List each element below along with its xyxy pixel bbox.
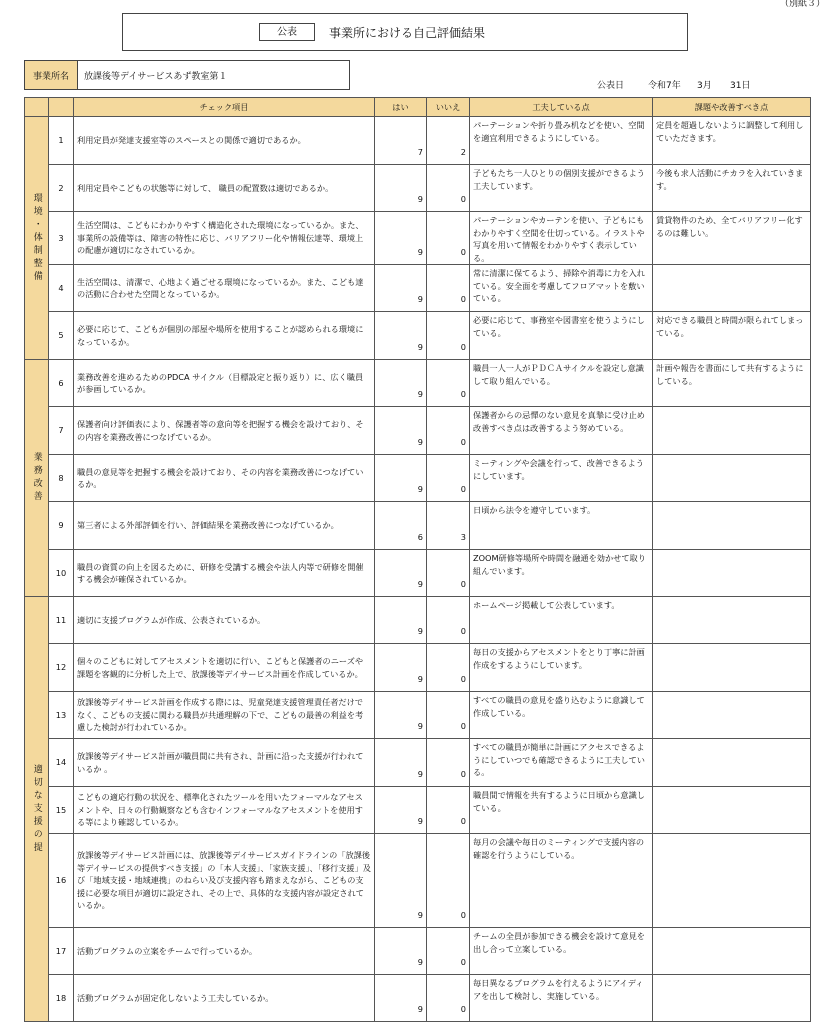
issue-header: 課題や改善すべき点	[653, 98, 811, 117]
table-row	[25, 265, 811, 312]
issue-text: 定員を超過しないように調整して利用していただきます。	[653, 117, 811, 165]
row-number: 7	[49, 407, 74, 455]
effort-text: 毎月の会議や毎日のミーティングで支援内容の確認を行うようにしている。	[470, 834, 653, 928]
table-row	[25, 975, 811, 1022]
effort-text: すべての職員の意見を盛り込むように意識して作成している。	[470, 692, 653, 739]
yes-count: 9	[375, 975, 427, 1022]
effort-text: 毎日異なるプログラムを行えるようにアイディアを出して検討し、実施している。	[470, 975, 653, 1022]
table-row	[25, 212, 811, 265]
check-item-text: 放課後等デイサービス計画が職員間に共有され、計画に沿った支援が行われているか 。	[74, 739, 375, 787]
effort-header: 工夫している点	[470, 98, 653, 117]
check-item-text: 生活空間は、清潔で、心地よく過ごせる環境になっているか。また、こども達の活動に合わせた空間となっているか。	[74, 265, 375, 312]
yes-count: 9	[375, 165, 427, 212]
row-number: 3	[49, 212, 74, 265]
category-cell	[25, 597, 49, 1022]
no-count: 0	[427, 550, 470, 597]
issue-text	[653, 928, 811, 975]
table-row	[25, 597, 811, 644]
row-number: 2	[49, 165, 74, 212]
check-item-header: チェック項目	[74, 98, 375, 117]
no-count: 0	[427, 597, 470, 644]
category-header	[25, 98, 49, 117]
yes-count: 9	[375, 692, 427, 739]
publication-year: 令和7年	[648, 81, 681, 91]
table-row	[25, 692, 811, 739]
category-label: 適切な支援の提	[31, 763, 42, 855]
no-count: 0	[427, 265, 470, 312]
row-number: 16	[49, 834, 74, 928]
row-number: 17	[49, 928, 74, 975]
yes-count: 9	[375, 265, 427, 312]
row-number: 9	[49, 502, 74, 550]
effort-text: 子どもたち一人ひとりの個別支援ができるよう工夫しています。	[470, 165, 653, 212]
no-count: 0	[427, 928, 470, 975]
check-item-text: 保護者向け評価表により、保護者等の意向等を把握する機会を設けており、その内容を業務改善につなげているか。	[74, 407, 375, 455]
yes-count: 9	[375, 928, 427, 975]
issue-text: 計画や報告を書面にして共有するようにしている。	[653, 360, 811, 407]
effort-text: 必要に応じて、事務室や図書室を使うようにしている。	[470, 312, 653, 360]
issue-text	[653, 407, 811, 455]
no-count: 0	[427, 212, 470, 265]
office-box	[24, 60, 350, 90]
table-row	[25, 550, 811, 597]
no-count: 0	[427, 312, 470, 360]
effort-text: 職員一人一人がＰＤＣＡサイクルを設定し意識して取り組んでいる。	[470, 360, 653, 407]
publication-day: 31日	[730, 81, 751, 91]
category-label: 環境・体制整備	[31, 192, 42, 284]
row-number: 5	[49, 312, 74, 360]
row-number: 11	[49, 597, 74, 644]
row-number: 1	[49, 117, 74, 165]
check-item-text: 個々のこどもに対してアセスメントを適切に行い、こどもと保護者のニーズや課題を客観的に分析した上で、放課後等デイサービス計画を作成しているか。	[74, 644, 375, 692]
yes-count: 9	[375, 407, 427, 455]
issue-text	[653, 455, 811, 502]
yes-count: 9	[375, 644, 427, 692]
category-label: 業務改善	[31, 452, 42, 504]
issue-text: 賃貸物件のため、全てバリアフリー化するのは難しい。	[653, 212, 811, 265]
title-box	[122, 13, 688, 51]
issue-text	[653, 502, 811, 550]
no-count: 0	[427, 787, 470, 834]
yes-count: 9	[375, 550, 427, 597]
row-number: 10	[49, 550, 74, 597]
yes-count: 7	[375, 117, 427, 165]
effort-text: チームの全員が参加できる機会を設けて意見を出し合って立案している。	[470, 928, 653, 975]
yes-header: はい	[375, 98, 427, 117]
effort-text: パーテーションや折り畳み机などを使い、空間を適宜利用できるようにしている。	[470, 117, 653, 165]
yes-count: 9	[375, 739, 427, 787]
no-count: 0	[427, 975, 470, 1022]
row-number: 8	[49, 455, 74, 502]
effort-text: パーテーションやカーテンを使い、子どもにもわかりやすく空間を仕切っている。イラストや写真を用いて情報をわかりやすく表示している。	[470, 212, 653, 265]
no-count: 0	[427, 165, 470, 212]
table-row	[25, 165, 811, 212]
yes-count: 9	[375, 455, 427, 502]
table-row	[25, 312, 811, 360]
issue-text	[653, 692, 811, 739]
table-row	[25, 739, 811, 787]
table-row	[25, 360, 811, 407]
attachment-note: （別紙３）	[779, 0, 825, 9]
issue-text	[653, 550, 811, 597]
check-item-text: 生活空間は、こどもにわかりやすく構造化された環境になっているか。また、事業所の設備等は、障害の特性に応じ、バリアフリー化や情報伝達等、環境上の配慮が適切になされているか。	[74, 212, 375, 265]
check-item-text: 活動プログラムの立案をチームで行っているか。	[74, 928, 375, 975]
no-count: 0	[427, 407, 470, 455]
category-cell	[25, 117, 49, 360]
yes-count: 6	[375, 502, 427, 550]
page-title: 事業所における自己評価結果	[329, 26, 486, 40]
no-count: 0	[427, 692, 470, 739]
row-number: 18	[49, 975, 74, 1022]
publication-label: 公表日	[597, 81, 625, 91]
check-item-text: 放課後等デイサービス計画を作成する際には、児童発達支援管理責任者だけでなく、こどもの支援に関わる職員が共通理解の下で、こどもの最善の利益を考慮した検討が行われているか。	[74, 692, 375, 739]
office-name: 放課後等デイサービスあず教室第１	[84, 71, 228, 82]
yes-count: 9	[375, 834, 427, 928]
check-item-text: 活動プログラムが固定化しないよう工夫しているか。	[74, 975, 375, 1022]
check-item-text: 業務改善を進めるためのPDCA サイクル（目標設定と振り返り）に、広く職員が参画しているか。	[74, 360, 375, 407]
check-item-text: 職員の資質の向上を図るために、研修を受講する機会や法人内等で研修を開催する機会が確保されているか。	[74, 550, 375, 597]
effort-text: 保護者からの忌憚のない意見を真摯に受け止め改善すべき点は改善するよう努めている。	[470, 407, 653, 455]
office-label: 事業所名	[25, 61, 78, 89]
no-count: 3	[427, 502, 470, 550]
check-item-text: 必要に応じて、こどもが個別の部屋や場所を使用することが認められる環境になっているか。	[74, 312, 375, 360]
effort-text: ZOOM研修等場所や時間を融通を効かせて取り組んでいます。	[470, 550, 653, 597]
row-number: 6	[49, 360, 74, 407]
check-item-text: 適切に支援プログラムが作成、公表されているか。	[74, 597, 375, 644]
row-number: 14	[49, 739, 74, 787]
table-header-row	[25, 98, 811, 117]
number-header	[49, 98, 74, 117]
yes-count: 9	[375, 212, 427, 265]
issue-text	[653, 834, 811, 928]
row-number: 12	[49, 644, 74, 692]
check-item-text: 第三者による外部評価を行い、評価結果を業務改善につなげているか。	[74, 502, 375, 550]
row-number: 13	[49, 692, 74, 739]
yes-count: 9	[375, 787, 427, 834]
no-count: 0	[427, 455, 470, 502]
no-count: 0	[427, 644, 470, 692]
issue-text	[653, 597, 811, 644]
effort-text: 毎日の支援からアセスメントをとり丁寧に計画作成をするようにしています。	[470, 644, 653, 692]
check-item-text: 放課後等デイサービス計画には、放課後等デイサービスガイドラインの「放課後等デイサービスの提供すべき支援」の「本人支援」、「家族支援」、「移行支援」及び「地域支援・地域連携」のねらい及び支援内容も踏まえながら、こどもの支援に必要な項目が適切に設定され、その上で、具体的な支援内容が設定されているか。	[74, 834, 375, 928]
issue-text: 対応できる職員と時間が限られてしまっている。	[653, 312, 811, 360]
no-count: 0	[427, 739, 470, 787]
table-row	[25, 407, 811, 455]
issue-text	[653, 739, 811, 787]
publication-month: 3月	[697, 81, 712, 91]
no-count: 0	[427, 834, 470, 928]
table-row	[25, 455, 811, 502]
check-item-text: こどもの適応行動の状況を、標準化されたツールを用いたフォーマルなアセスメントや、日々の行動観察なども含むインフォーマルなアセスメントを使用する等により確認しているか。	[74, 787, 375, 834]
effort-text: ホームページ掲載して公表しています。	[470, 597, 653, 644]
no-count: 2	[427, 117, 470, 165]
yes-count: 9	[375, 360, 427, 407]
no-count: 0	[427, 360, 470, 407]
category-cell	[25, 360, 49, 597]
issue-text	[653, 644, 811, 692]
no-header: いいえ	[427, 98, 470, 117]
effort-text: 職員間で情報を共有するように日頃から意識している。	[470, 787, 653, 834]
issue-text	[653, 787, 811, 834]
effort-text: 日頃から法令を遵守しています。	[470, 502, 653, 550]
check-item-text: 利用定員が発達支援室等のスペースとの関係で適切であるか。	[74, 117, 375, 165]
issue-text: 今後も求人活動にチカラを入れていきます。	[653, 165, 811, 212]
table-row	[25, 787, 811, 834]
table-row	[25, 644, 811, 692]
table-row	[25, 928, 811, 975]
table-row	[25, 834, 811, 928]
table-row	[25, 502, 811, 550]
row-number: 15	[49, 787, 74, 834]
yes-count: 9	[375, 312, 427, 360]
effort-text: すべての職員が簡単に計画にアクセスできるようにしていつでも確認できるように工夫している。	[470, 739, 653, 787]
yes-count: 9	[375, 597, 427, 644]
row-number: 4	[49, 265, 74, 312]
issue-text	[653, 265, 811, 312]
effort-text: ミーティングや会議を行って、改善できるようにしています。	[470, 455, 653, 502]
check-item-text: 職員の意見等を把握する機会を設けており、その内容を業務改善につなげているか。	[74, 455, 375, 502]
check-item-text: 利用定員やこどもの状態等に対して、 職員の配置数は適切であるか。	[74, 165, 375, 212]
issue-text	[653, 975, 811, 1022]
public-label: 公表	[259, 23, 315, 41]
effort-text: 常に清潔に保てるよう、掃除や消毒に力を入れている。安全面を考慮してフロアマットを敷いている。	[470, 265, 653, 312]
evaluation-table	[24, 97, 811, 1022]
table-row	[25, 117, 811, 165]
